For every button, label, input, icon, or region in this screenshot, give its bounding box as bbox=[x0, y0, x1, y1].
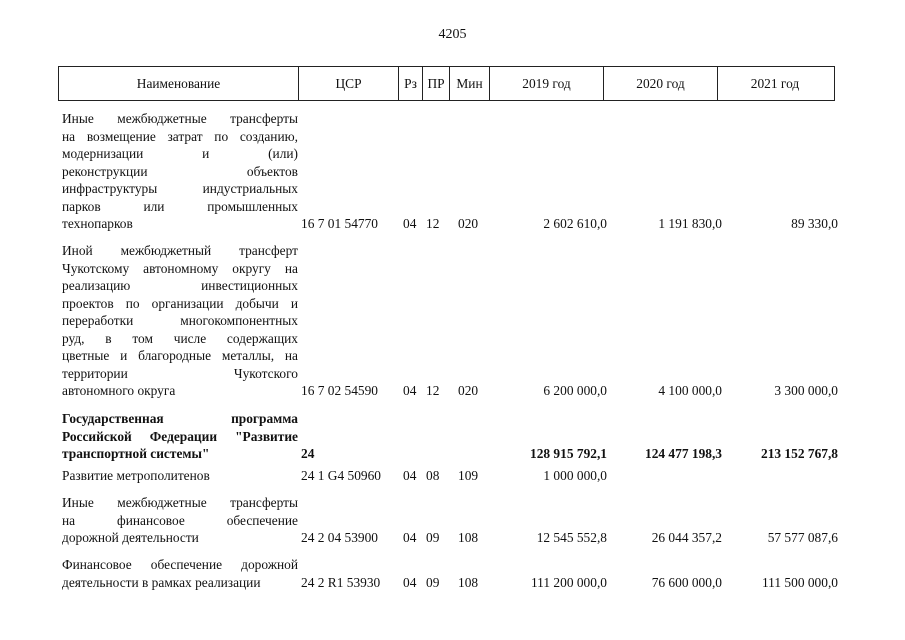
row-rz: 04 bbox=[403, 468, 417, 483]
header-name: Наименование bbox=[59, 67, 299, 100]
row-name-line: проектов по организации добычи и bbox=[62, 295, 298, 311]
row-name-line: деятельности в рамках реализации bbox=[62, 574, 261, 590]
row-value-2020: 4 100 000,0 bbox=[658, 383, 722, 398]
row-name-line: автономного округа bbox=[62, 383, 176, 398]
row-min: 020 bbox=[458, 383, 479, 398]
row-name-line: Иные межбюджетные трансферты bbox=[62, 495, 298, 510]
row-value-2021: 89 330,0 bbox=[791, 216, 838, 231]
row-csr: 24 2 04 53900 bbox=[301, 530, 378, 545]
header-csr: ЦСР bbox=[299, 67, 399, 100]
header-min: Мин bbox=[450, 67, 490, 100]
row-name-line: территории Чукотского bbox=[62, 365, 298, 381]
row-csr: 24 2 R1 53930 bbox=[301, 574, 381, 590]
row-csr: 16 7 02 54590 bbox=[301, 383, 378, 398]
row-csr: 24 bbox=[301, 446, 315, 461]
row-value-2021: 111 500 000,0 bbox=[761, 574, 838, 590]
row-rz: 04 bbox=[403, 216, 417, 231]
row-value-2019: 111 200 000,0 bbox=[530, 574, 607, 590]
row-pr: 09 bbox=[426, 530, 440, 545]
row-name-line: Российской Федерации "Развитие bbox=[62, 428, 298, 444]
row-values bbox=[62, 215, 838, 233]
row-name-line: на финансовое обеспечение bbox=[62, 512, 298, 528]
row-name-line: Государственная программа bbox=[62, 411, 298, 426]
row-name-line: переработки многокомпонентных bbox=[62, 313, 298, 328]
row-value-2020: 1 191 830,0 bbox=[658, 216, 722, 231]
header-pr: ПР bbox=[423, 67, 450, 100]
row-values bbox=[62, 467, 838, 485]
row-pr: 12 bbox=[426, 216, 440, 231]
row-name-line: модернизации и (или) bbox=[62, 146, 298, 161]
row-name-line: парков или промышленных bbox=[62, 198, 298, 214]
table-header bbox=[58, 66, 835, 101]
row-value-2019: 2 602 610,0 bbox=[543, 216, 607, 231]
row-name-line: Развитие метрополитенов bbox=[62, 468, 210, 483]
row-value-2019: 12 545 552,8 bbox=[536, 530, 607, 545]
header-rz: Рз bbox=[399, 67, 423, 100]
page-number: 4205 bbox=[438, 27, 467, 42]
row-rz: 04 bbox=[403, 383, 417, 398]
row-value-2021: 57 577 087,6 bbox=[767, 530, 838, 545]
row-values bbox=[62, 445, 838, 463]
row-rz: 04 bbox=[403, 574, 417, 590]
row-pr: 12 bbox=[426, 383, 440, 398]
row-value-2020: 124 477 198,3 bbox=[645, 446, 722, 461]
header-2021: 2021 год bbox=[750, 75, 800, 91]
row-min: 109 bbox=[458, 468, 479, 483]
row-name-line: на возмещение затрат по созданию, bbox=[62, 128, 298, 144]
row-name-line: реализацию инвестиционных bbox=[62, 278, 298, 293]
row-pr: 09 bbox=[426, 574, 440, 590]
row-name-line: цветные и благородные металлы, на bbox=[62, 348, 298, 363]
row-value-2020: 76 600 000,0 bbox=[651, 574, 722, 590]
row-name-line: транспортной системы" bbox=[62, 446, 210, 461]
row-name-line: реконструкции объектов bbox=[62, 163, 298, 179]
row-values bbox=[62, 382, 838, 400]
row-value-2020: 26 044 357,2 bbox=[651, 530, 722, 545]
row-name bbox=[62, 242, 298, 400]
row-min: 108 bbox=[458, 530, 479, 545]
header-2019: 2019 год bbox=[490, 67, 604, 100]
row-name-line: инфраструктуры индустриальных bbox=[62, 181, 298, 196]
row-value-2019: 128 915 792,1 bbox=[530, 446, 607, 461]
row-csr: 16 7 01 54770 bbox=[301, 216, 378, 231]
row-name-line: Иные межбюджетные трансферты bbox=[62, 111, 298, 126]
row-values bbox=[62, 529, 838, 547]
row-value-2019: 6 200 000,0 bbox=[543, 383, 607, 398]
header-2020: 2020 год bbox=[604, 67, 718, 100]
row-value-2019: 1 000 000,0 bbox=[543, 468, 607, 483]
row-values bbox=[62, 574, 838, 592]
row-csr: 24 1 G4 50960 bbox=[301, 468, 381, 483]
row-name-line: Чукотскому автономному округу на bbox=[62, 260, 298, 276]
row-min: 108 bbox=[458, 574, 479, 590]
row-value-2021: 3 300 000,0 bbox=[774, 383, 838, 398]
row-pr: 08 bbox=[426, 468, 440, 483]
row-rz: 04 bbox=[403, 530, 417, 545]
row-value-2021: 213 152 767,8 bbox=[761, 446, 838, 461]
row-name-line: технопарков bbox=[62, 216, 133, 231]
row-name-line: Финансовое обеспечение дорожной bbox=[62, 557, 298, 572]
row-name-line: Иной межбюджетный трансферт bbox=[62, 243, 298, 258]
row-min: 020 bbox=[458, 216, 479, 231]
row-name-line: дорожной деятельности bbox=[62, 530, 199, 545]
row-name-line: руд, в том числе содержащих bbox=[62, 330, 298, 346]
